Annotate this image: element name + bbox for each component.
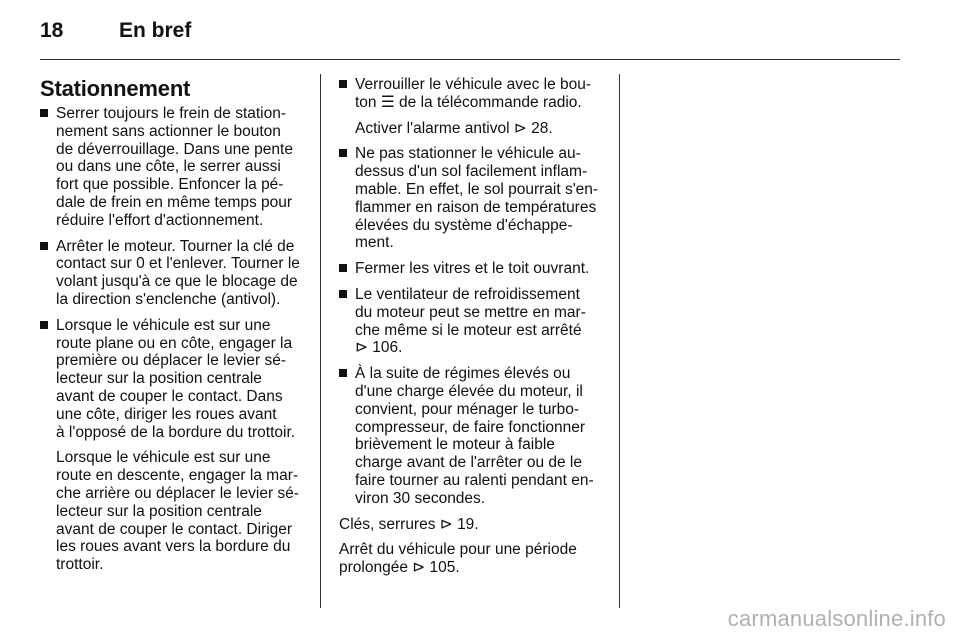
text-line: élevées du système d'échappe- (355, 216, 573, 234)
text-line: convient, pour ménager le turbo- (355, 400, 580, 418)
text-line: viron 30 secondes. (355, 489, 486, 507)
paragraph-long-term-stop (339, 541, 609, 577)
bullet-stop-engine (40, 238, 308, 309)
text-line: d'une charge élevée du moteur, il (355, 382, 583, 400)
text-line: lecteur sur la position centrale (56, 370, 262, 388)
header-rule (40, 59, 900, 60)
text-line: première ou déplacer le levier sé- (56, 352, 287, 370)
paragraph-alarm (339, 120, 609, 138)
text-line: Lorsque le véhicule est sur une (56, 449, 271, 467)
middle-column (339, 76, 609, 585)
bullet-square-icon (40, 109, 48, 117)
text-line: les roues avant vers la bordure du (56, 538, 291, 556)
text-line: flammer en raison de températures (355, 198, 597, 216)
text-line: dale de frein en même temps pour (56, 193, 293, 211)
text-line: Serrer toujours le frein de station- (56, 105, 287, 122)
bullet-turbocharger (339, 365, 609, 507)
page-number: 18 (40, 19, 64, 42)
text-line: Arrêt du véhicule pour une période (339, 541, 577, 559)
bullet-cooling-fan (339, 286, 609, 357)
paragraph-downhill (40, 449, 308, 574)
column-divider-right (619, 74, 620, 608)
page-header (40, 18, 191, 44)
text-line: che même si le moteur est arrêté (355, 321, 582, 339)
bullet-square-icon (339, 149, 347, 157)
column-divider-left (320, 74, 321, 608)
text-line: ⊳ 106. (355, 339, 403, 357)
chapter-title: En bref (119, 19, 192, 42)
watermark: carmanualsonline.info (727, 606, 946, 631)
text-line: Arrêter le moteur. Tourner la clé de (56, 237, 295, 255)
text-line: Fermer les vitres et le toit ouvrant. (355, 260, 590, 278)
bullet-close-windows (339, 260, 609, 278)
text-line: Activer l'alarme antivol ⊳ 28. (355, 119, 553, 137)
text-line: volant jusqu'à ce que le blocage de (56, 273, 298, 291)
text-line: nement sans actionner le bouton (56, 122, 281, 140)
bullet-flammable-ground (339, 145, 609, 252)
text-line: fort que possible. Enfoncer la pé- (56, 176, 284, 194)
text-line: charge avant de l'arrêter ou de le (355, 454, 582, 472)
bullet-lock-vehicle (339, 76, 609, 112)
bullet-square-icon (339, 290, 347, 298)
text-line: lecteur sur la position centrale (56, 502, 262, 520)
bullet-square-icon (339, 264, 347, 272)
text-line: avant de couper le contact. Dans (56, 387, 283, 405)
text-line: de déverrouillage. Dans une pente (56, 140, 293, 158)
text-line: Verrouiller le véhicule avec le bou- (355, 76, 592, 93)
text-line: trottoir. (56, 556, 104, 574)
text-line: Lorsque le véhicule est sur une (56, 316, 271, 334)
text-line: faire tourner au ralenti pendant en- (355, 471, 594, 489)
bullet-square-icon (339, 80, 347, 88)
text-line: prolongée ⊳ 105. (339, 559, 460, 577)
text-line: brièvement le moteur à faible (355, 436, 555, 454)
bullet-parking-brake (40, 105, 308, 230)
text-line: route plane ou en côte, engager la (56, 334, 293, 352)
text-line: ment. (355, 234, 394, 252)
text-line: Clés, serrures ⊳ 19. (339, 515, 479, 533)
text-line: che arrière ou déplacer le levier sé- (56, 484, 299, 502)
text-line: Le ventilateur de refroidissement (355, 285, 580, 303)
text-line: contact sur 0 et l'enlever. Tourner le (56, 255, 300, 273)
bullet-square-icon (40, 321, 48, 329)
text-line: Ne pas stationner le véhicule au- (355, 145, 581, 163)
text-line: avant de couper le contact. Diriger (56, 520, 293, 538)
text-line: une côte, diriger les roues avant (56, 405, 277, 423)
bullet-square-icon (40, 242, 48, 250)
text-line: réduire l'effort d'actionnement. (56, 211, 264, 229)
text-line: ton ☰ de la télécommande radio. (355, 93, 582, 111)
text-line: dessus d'un sol facilement inflam- (355, 163, 588, 181)
text-line: À la suite de régimes élevés ou (355, 365, 571, 383)
text-line: mable. En effet, le sol pourrait s'en- (355, 180, 599, 198)
left-column (40, 76, 308, 582)
text-line: compresseur, de faire fonctionner (355, 418, 586, 436)
paragraph-keys-locks (339, 516, 609, 534)
bullet-level-road (40, 317, 308, 442)
text-line: ou dans une côte, le serrer aussi (56, 158, 281, 176)
text-line: à l'opposé de la bordure du trottoir. (56, 423, 296, 441)
text-line: route en descente, engager la mar- (56, 467, 299, 485)
bullet-square-icon (339, 369, 347, 377)
section-title: Stationnement (40, 76, 191, 101)
text-line: du moteur peut se mettre en mar- (355, 303, 586, 321)
text-line: la direction s'enclenche (antivol). (56, 290, 281, 308)
